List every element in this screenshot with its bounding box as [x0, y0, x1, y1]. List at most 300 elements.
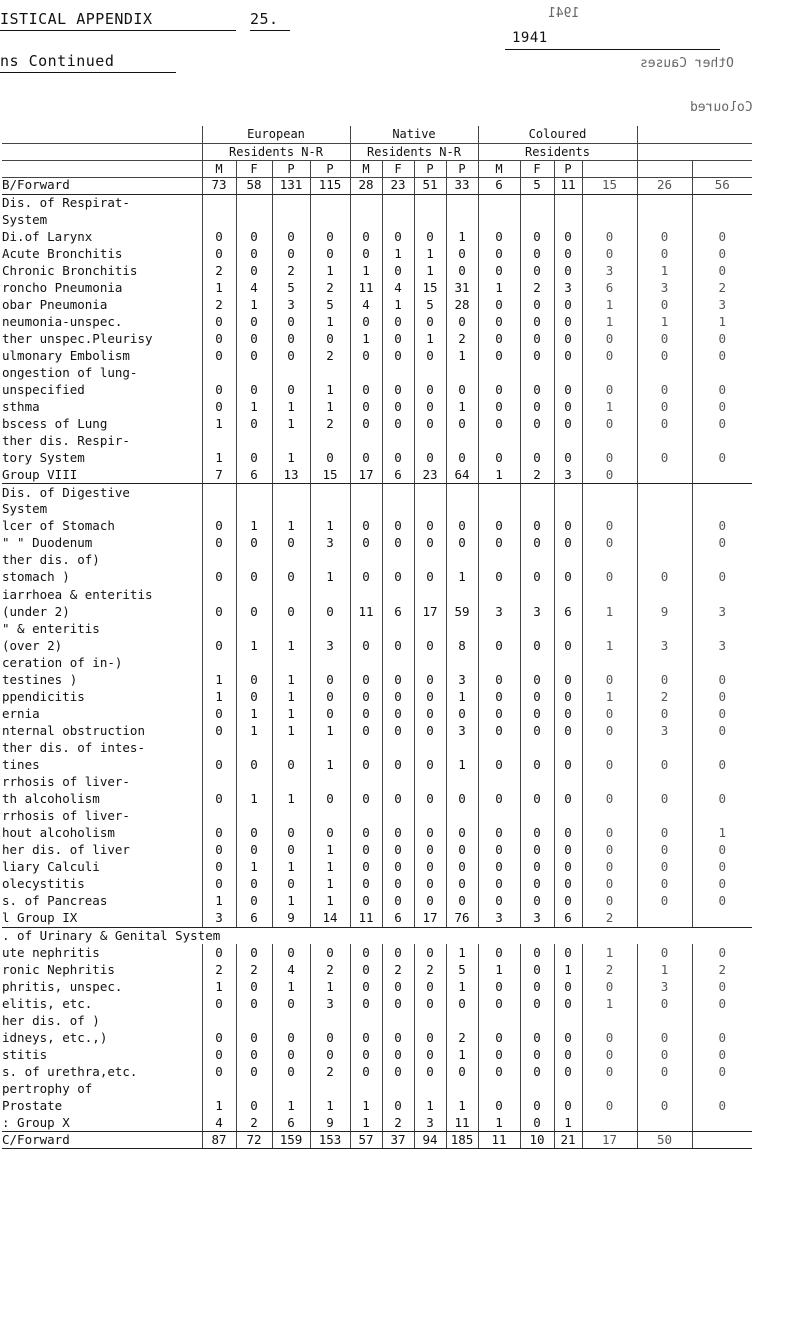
value-cell: [236, 433, 272, 450]
section-heading-row: [2, 194, 752, 211]
value-cell: 0: [478, 637, 520, 654]
row-label: ulmonary Embolism: [2, 347, 130, 363]
value-cell: 0: [446, 262, 478, 279]
value-cell: 0: [554, 296, 582, 313]
value-cell: [520, 620, 554, 637]
value-cell: 0: [202, 314, 236, 331]
value-cell: 0: [414, 518, 446, 535]
value-cell: [350, 484, 382, 501]
value-cell: 0: [637, 893, 692, 910]
value-cell: 0: [310, 1029, 350, 1046]
table-row: [2, 757, 752, 774]
value-cell: 1: [272, 399, 310, 416]
value-cell: 0: [350, 416, 382, 433]
value-cell: [202, 433, 236, 450]
value-cell: 0: [236, 450, 272, 467]
value-cell: 0: [382, 893, 414, 910]
value-cell: 0: [414, 978, 446, 995]
bleed-through-text: Other Causes: [640, 56, 734, 71]
value-cell: 0: [414, 1029, 446, 1046]
row-label: : Group X: [2, 1115, 202, 1132]
value-cell: [637, 211, 692, 228]
value-cell: 0: [637, 382, 692, 399]
value-cell: 0: [637, 944, 692, 961]
value-cell: 0: [236, 569, 272, 586]
value-cell: 0: [382, 228, 414, 245]
value-cell: [478, 552, 520, 569]
value-cell: 0: [637, 842, 692, 859]
value-cell: [236, 774, 272, 791]
column-group-header: Native: [350, 126, 478, 143]
value-cell: 6: [554, 603, 582, 620]
value-cell: 0: [582, 842, 637, 859]
value-cell: [414, 365, 446, 382]
value-cell: 0: [582, 382, 637, 399]
value-cell: 0: [382, 569, 414, 586]
value-cell: [414, 211, 446, 228]
value-cell: [637, 365, 692, 382]
value-cell: 1: [637, 314, 692, 331]
value-cell: [692, 501, 752, 518]
value-cell: 2: [382, 1115, 414, 1132]
value-cell: 1: [637, 961, 692, 978]
value-cell: [202, 211, 236, 228]
value-cell: [446, 194, 478, 211]
row-label: rrhosis of liver-: [2, 774, 130, 790]
value-cell: 6: [236, 467, 272, 484]
value-cell: [478, 365, 520, 382]
value-cell: 0: [637, 331, 692, 348]
value-cell: 0: [236, 689, 272, 706]
bleed-through-text: Coloured: [690, 100, 753, 115]
table-row: [2, 723, 752, 740]
value-cell: 0: [582, 518, 637, 535]
row-label: System: [2, 501, 48, 517]
value-cell: [554, 194, 582, 211]
value-cell: 0: [582, 1064, 637, 1081]
value-cell: 3: [554, 279, 582, 296]
table-row: [2, 245, 752, 262]
value-cell: [478, 740, 520, 757]
value-cell: 5: [310, 296, 350, 313]
value-cell: 0: [446, 382, 478, 399]
value-cell: 1: [202, 672, 236, 689]
value-cell: 0: [520, 961, 554, 978]
value-cell: 0: [520, 228, 554, 245]
value-cell: 0: [236, 228, 272, 245]
value-cell: 51: [414, 177, 446, 194]
value-cell: 0: [478, 228, 520, 245]
value-cell: 0: [520, 723, 554, 740]
table-row: [2, 1081, 752, 1098]
value-cell: 0: [520, 314, 554, 331]
row-label: ronic Nephritis: [2, 961, 115, 977]
value-cell: 0: [414, 876, 446, 893]
value-cell: 0: [692, 757, 752, 774]
value-cell: [272, 211, 310, 228]
column-subgroup-header: Residents: [478, 143, 637, 160]
value-cell: 3: [478, 910, 520, 927]
value-cell: [637, 654, 692, 671]
value-cell: 0: [520, 382, 554, 399]
value-cell: [520, 365, 554, 382]
value-cell: 1: [350, 331, 382, 348]
value-cell: 0: [202, 1029, 236, 1046]
value-cell: 1: [382, 296, 414, 313]
row-label: unspecified: [2, 381, 85, 397]
value-cell: 0: [202, 876, 236, 893]
page-number: 25.: [250, 10, 279, 28]
value-cell: 0: [382, 825, 414, 842]
value-cell: 3: [310, 637, 350, 654]
value-cell: 0: [310, 689, 350, 706]
table-row: [2, 331, 752, 348]
value-cell: 2: [236, 961, 272, 978]
value-cell: 0: [692, 1047, 752, 1064]
value-cell: 1: [478, 1115, 520, 1132]
value-cell: [692, 1081, 752, 1098]
value-cell: 76: [446, 910, 478, 927]
value-cell: [202, 501, 236, 518]
value-cell: 0: [692, 450, 752, 467]
value-cell: 94: [414, 1132, 446, 1149]
row-label: (under 2): [2, 603, 70, 619]
value-cell: 11: [350, 603, 382, 620]
value-cell: 50: [637, 1132, 692, 1149]
column-code-header: [637, 160, 692, 177]
table-row: [2, 876, 752, 893]
value-cell: 1: [202, 689, 236, 706]
value-cell: [202, 808, 236, 825]
value-cell: [637, 910, 692, 927]
value-cell: 0: [554, 995, 582, 1012]
value-cell: 0: [554, 569, 582, 586]
value-cell: [350, 501, 382, 518]
value-cell: 0: [446, 876, 478, 893]
value-cell: 0: [414, 757, 446, 774]
value-cell: [637, 586, 692, 603]
value-cell: 1: [236, 859, 272, 876]
row-label: testines ): [2, 671, 78, 687]
value-cell: [414, 774, 446, 791]
value-cell: 2: [582, 961, 637, 978]
value-cell: 0: [478, 314, 520, 331]
column-subgroup-header-row: [2, 143, 752, 160]
column-group-header: [637, 126, 752, 143]
value-cell: 0: [446, 1064, 478, 1081]
value-cell: [478, 620, 520, 637]
table-row: [2, 552, 752, 569]
value-cell: [582, 484, 637, 501]
value-cell: [382, 365, 414, 382]
value-cell: 2: [310, 279, 350, 296]
column-code-header: [692, 160, 752, 177]
value-cell: 0: [350, 382, 382, 399]
value-cell: 0: [520, 348, 554, 365]
value-cell: 0: [582, 535, 637, 552]
value-cell: 11: [478, 1132, 520, 1149]
row-label: hout alcoholism: [2, 825, 115, 841]
table-body: [2, 126, 752, 1149]
value-cell: 0: [272, 331, 310, 348]
value-cell: 0: [478, 706, 520, 723]
value-cell: 0: [414, 535, 446, 552]
value-cell: 1: [582, 995, 637, 1012]
value-cell: 0: [554, 399, 582, 416]
table-row: [2, 382, 752, 399]
value-cell: 0: [554, 944, 582, 961]
value-cell: 0: [236, 262, 272, 279]
value-cell: 0: [382, 518, 414, 535]
value-cell: 0: [382, 399, 414, 416]
value-cell: 0: [382, 1098, 414, 1115]
value-cell: 0: [272, 1047, 310, 1064]
value-cell: 0: [382, 723, 414, 740]
table-row: [2, 1047, 752, 1064]
value-cell: [692, 211, 752, 228]
value-cell: 1: [414, 262, 446, 279]
value-cell: [637, 1115, 692, 1132]
value-cell: 0: [382, 672, 414, 689]
value-cell: [582, 1115, 637, 1132]
value-cell: 0: [554, 348, 582, 365]
value-cell: 5: [520, 177, 554, 194]
value-cell: [637, 1012, 692, 1029]
value-cell: 8: [446, 637, 478, 654]
value-cell: 0: [310, 944, 350, 961]
value-cell: 0: [554, 978, 582, 995]
value-cell: 0: [637, 399, 692, 416]
value-cell: 0: [414, 689, 446, 706]
value-cell: 0: [554, 450, 582, 467]
value-cell: 0: [692, 1029, 752, 1046]
value-cell: 11: [446, 1115, 478, 1132]
value-cell: 1: [310, 842, 350, 859]
value-cell: 0: [202, 228, 236, 245]
value-cell: 0: [272, 535, 310, 552]
value-cell: 0: [478, 399, 520, 416]
value-cell: 3: [692, 637, 752, 654]
value-cell: 0: [520, 569, 554, 586]
value-cell: [350, 194, 382, 211]
value-cell: 0: [692, 859, 752, 876]
value-cell: 1: [692, 825, 752, 842]
value-cell: 0: [554, 825, 582, 842]
value-cell: [414, 620, 446, 637]
value-cell: 1: [272, 416, 310, 433]
value-cell: 1: [582, 689, 637, 706]
value-cell: 3: [310, 535, 350, 552]
mortality-table: [2, 126, 752, 1149]
value-cell: 1: [272, 706, 310, 723]
row-label: phritis, unspec.: [2, 978, 123, 994]
value-cell: [202, 1081, 236, 1098]
value-cell: 0: [382, 876, 414, 893]
value-cell: 0: [382, 944, 414, 961]
value-cell: 0: [236, 842, 272, 859]
value-cell: 0: [637, 228, 692, 245]
year-underline: [505, 49, 720, 50]
value-cell: 0: [582, 348, 637, 365]
table-row: [2, 944, 752, 961]
value-cell: 0: [446, 842, 478, 859]
value-cell: 0: [272, 569, 310, 586]
value-cell: 0: [414, 569, 446, 586]
value-cell: 1: [202, 1098, 236, 1115]
value-cell: 0: [582, 1047, 637, 1064]
value-cell: [446, 774, 478, 791]
value-cell: 1: [478, 961, 520, 978]
table-row: [2, 365, 752, 382]
value-cell: 0: [446, 518, 478, 535]
value-cell: 0: [446, 859, 478, 876]
value-cell: [202, 552, 236, 569]
value-cell: 0: [637, 296, 692, 313]
value-cell: 0: [414, 825, 446, 842]
value-cell: [520, 586, 554, 603]
value-cell: 0: [582, 757, 637, 774]
value-cell: 1: [272, 978, 310, 995]
value-cell: 0: [272, 944, 310, 961]
value-cell: 0: [202, 723, 236, 740]
value-cell: 0: [520, 842, 554, 859]
value-cell: [236, 1081, 272, 1098]
row-label: liary Calculi: [2, 859, 100, 875]
value-cell: 0: [414, 382, 446, 399]
table-row: [2, 569, 752, 586]
value-cell: 0: [272, 382, 310, 399]
value-cell: 0: [236, 382, 272, 399]
value-cell: [554, 501, 582, 518]
value-cell: 0: [478, 569, 520, 586]
value-cell: 2: [202, 296, 236, 313]
row-label: tines: [2, 757, 40, 772]
value-cell: [350, 808, 382, 825]
row-label: lcer of Stomach: [2, 518, 115, 534]
value-cell: 4: [350, 296, 382, 313]
value-cell: 0: [310, 331, 350, 348]
value-cell: 6: [236, 910, 272, 927]
value-cell: [554, 740, 582, 757]
value-cell: 1: [272, 791, 310, 808]
value-cell: 0: [446, 706, 478, 723]
value-cell: 0: [554, 757, 582, 774]
value-cell: 0: [310, 603, 350, 620]
value-cell: [478, 586, 520, 603]
value-cell: [202, 1012, 236, 1029]
value-cell: 1: [414, 245, 446, 262]
value-cell: 0: [202, 706, 236, 723]
value-cell: 0: [414, 399, 446, 416]
value-cell: 0: [520, 416, 554, 433]
value-cell: 0: [382, 416, 414, 433]
value-cell: [692, 620, 752, 637]
value-cell: [414, 194, 446, 211]
subtitle: ns Continued: [0, 52, 115, 70]
value-cell: 0: [350, 978, 382, 995]
value-cell: 0: [554, 672, 582, 689]
value-cell: 0: [692, 569, 752, 586]
value-cell: 0: [692, 535, 752, 552]
value-cell: 2: [202, 262, 236, 279]
value-cell: 0: [554, 416, 582, 433]
table-row: [2, 842, 752, 859]
value-cell: 0: [582, 791, 637, 808]
value-cell: 0: [554, 331, 582, 348]
value-cell: 21: [554, 1132, 582, 1149]
value-cell: 0: [478, 1098, 520, 1115]
value-cell: [478, 501, 520, 518]
column-code-header: F: [520, 160, 554, 177]
value-cell: 0: [382, 859, 414, 876]
value-cell: 1: [310, 1098, 350, 1115]
value-cell: [272, 552, 310, 569]
row-label: rrhosis of liver-: [2, 808, 130, 824]
value-cell: [310, 433, 350, 450]
value-cell: [582, 620, 637, 637]
value-cell: [382, 586, 414, 603]
value-cell: 1: [446, 757, 478, 774]
table-row: [2, 774, 752, 791]
value-cell: 0: [202, 603, 236, 620]
row-label: ongestion of lung-: [2, 364, 138, 380]
value-cell: [692, 1115, 752, 1132]
value-cell: [414, 808, 446, 825]
value-cell: 0: [692, 331, 752, 348]
value-cell: [350, 654, 382, 671]
row-label: s. of urethra,etc.: [2, 1063, 138, 1079]
value-cell: [236, 552, 272, 569]
value-cell: 0: [582, 450, 637, 467]
value-cell: [236, 211, 272, 228]
value-cell: 2: [446, 1029, 478, 1046]
value-cell: 0: [582, 228, 637, 245]
value-cell: 0: [414, 228, 446, 245]
value-cell: 1: [272, 672, 310, 689]
value-cell: 0: [382, 706, 414, 723]
row-label: " " Duodenum: [2, 535, 93, 551]
value-cell: 1: [272, 1098, 310, 1115]
value-cell: [582, 433, 637, 450]
value-cell: 0: [272, 876, 310, 893]
value-cell: 0: [310, 825, 350, 842]
row-label: l Group IX: [2, 910, 202, 927]
column-code-header: M: [478, 160, 520, 177]
value-cell: 17: [582, 1132, 637, 1149]
value-cell: 0: [520, 535, 554, 552]
column-subgroup-header: Residents N-R: [350, 143, 478, 160]
value-cell: [310, 620, 350, 637]
value-cell: 0: [692, 995, 752, 1012]
value-cell: [520, 501, 554, 518]
value-cell: 0: [637, 569, 692, 586]
value-cell: [478, 1012, 520, 1029]
value-cell: [236, 1012, 272, 1029]
value-cell: 1: [272, 689, 310, 706]
value-cell: 0: [637, 995, 692, 1012]
value-cell: 0: [272, 825, 310, 842]
value-cell: 3: [478, 603, 520, 620]
table-row: [2, 262, 752, 279]
value-cell: 1: [554, 961, 582, 978]
value-cell: 0: [520, 825, 554, 842]
value-cell: 0: [478, 1047, 520, 1064]
value-cell: [637, 774, 692, 791]
column-subgroup-header: [637, 143, 752, 160]
value-cell: 0: [520, 296, 554, 313]
value-cell: 7: [202, 467, 236, 484]
value-cell: 0: [554, 535, 582, 552]
